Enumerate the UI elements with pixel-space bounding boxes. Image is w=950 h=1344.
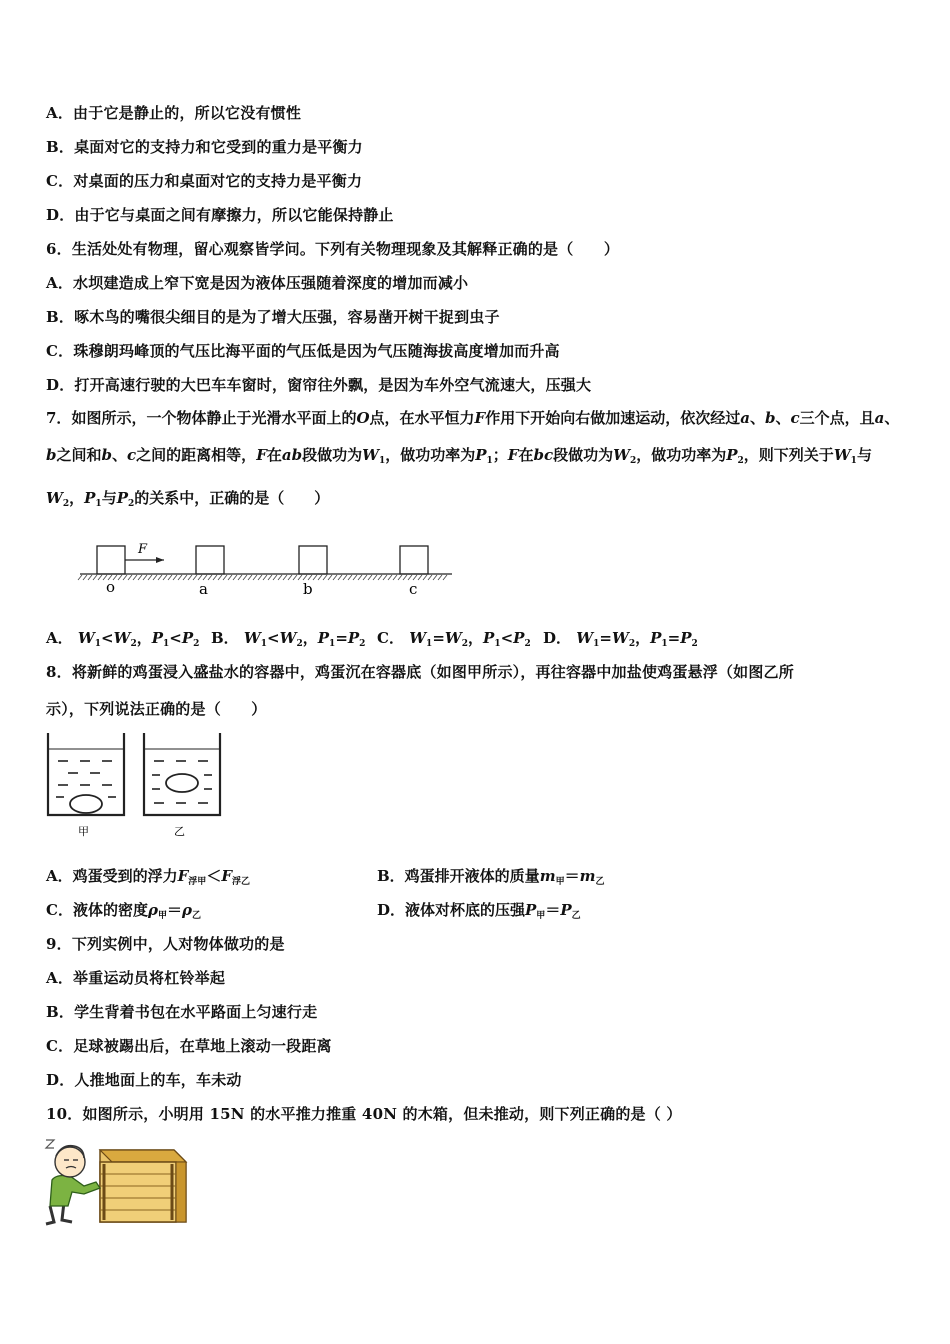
point-label-o: o (106, 578, 116, 596)
block-at-o (97, 546, 125, 574)
hatch-mark (428, 575, 432, 580)
label-yi: 乙 (174, 825, 185, 838)
q8-option-c: C．液体的密度$\rho_甲=\rho_乙$ (46, 901, 201, 921)
block-at-a (196, 546, 224, 574)
hatch-mark (313, 575, 317, 580)
hatch-mark (323, 575, 327, 580)
hatch-mark (238, 575, 242, 580)
q9-option-c: C．足球被踢出后，在草地上滚动一段距离 (46, 1037, 332, 1055)
hatch-mark (138, 575, 142, 580)
block-at-b (299, 546, 327, 574)
ground-hatching (78, 575, 447, 580)
hatch-mark (208, 575, 212, 580)
hatch-mark (228, 575, 232, 580)
hatch-mark (183, 575, 187, 580)
hatch-mark (153, 575, 157, 580)
force-label: F (138, 542, 148, 557)
hatch-mark (168, 575, 172, 580)
hatch-mark (403, 575, 407, 580)
q8-stem-line1: 8．将新鲜的鸡蛋浸入盛盐水的容器中，鸡蛋沉在容器底（如图甲所示），再往容器中加盐使鸡蛋悬浮（如图乙所 (46, 663, 794, 681)
hatch-mark (98, 575, 102, 580)
hatch-mark (178, 575, 182, 580)
point-label-c: c (409, 580, 418, 598)
q8-option-d: D．液体对杯底的压强$P_甲=P_乙$ (377, 901, 581, 921)
point-label-b: b (303, 580, 313, 598)
hatch-mark (318, 575, 322, 580)
hatch-mark (283, 575, 287, 580)
hatch-mark (78, 575, 82, 580)
hatch-mark (213, 575, 217, 580)
container-yi (144, 733, 220, 815)
q8-egg-containers-diagram (40, 727, 230, 843)
q7-motion-diagram (76, 538, 456, 602)
hatch-mark (418, 575, 422, 580)
hatch-mark (223, 575, 227, 580)
q5-option-a: A．由于它是静止的，所以它没有惯性 (46, 104, 302, 122)
hatch-mark (363, 575, 367, 580)
hatch-mark (88, 575, 92, 580)
label-jia: 甲 (78, 825, 89, 838)
container-jia (48, 733, 124, 815)
q9-option-b: B．学生背着书包在水平路面上匀速行走 (46, 1003, 318, 1021)
hatch-mark (393, 575, 397, 580)
q5-option-b: B．桌面对它的支持力和它受到的重力是平衡力 (46, 138, 363, 156)
hatch-mark (128, 575, 132, 580)
hatch-mark (333, 575, 337, 580)
hatch-mark (163, 575, 167, 580)
q6-option-b: B．啄木鸟的嘴很尖细目的是为了增大压强，容易凿开树干捉到虫子 (46, 308, 500, 326)
hatch-mark (158, 575, 162, 580)
hatch-mark (273, 575, 277, 580)
hatch-mark (443, 575, 447, 580)
q7-option-b: B． $W_1<W_2$，$P_1=P_2$ (211, 629, 366, 649)
q8-option-a: A．鸡蛋受到的浮力$F_{浮甲}<F_{浮乙}$ (46, 867, 250, 887)
q9-stem: 9．下列实例中，人对物体做功的是 (46, 935, 285, 953)
q8-option-b: B．鸡蛋排开液体的质量$m_甲=m_乙$ (377, 867, 605, 887)
hatch-mark (343, 575, 347, 580)
hatch-mark (148, 575, 152, 580)
hatch-mark (423, 575, 427, 580)
hatch-mark (398, 575, 402, 580)
q10-boy-pushing-box-illustration (44, 1136, 198, 1228)
hatch-mark (83, 575, 87, 580)
hatch-mark (288, 575, 292, 580)
boy-pushing (46, 1140, 100, 1224)
hatch-mark (368, 575, 372, 580)
hatch-mark (433, 575, 437, 580)
q7-option-c: C． $W_1=W_2$，$P_1<P_2$ (377, 629, 531, 649)
hatch-mark (298, 575, 302, 580)
hatch-mark (253, 575, 257, 580)
hatch-mark (218, 575, 222, 580)
hatch-mark (143, 575, 147, 580)
hatch-mark (383, 575, 387, 580)
hatch-mark (378, 575, 382, 580)
hatch-mark (93, 575, 97, 580)
hatch-mark (338, 575, 342, 580)
hatch-mark (173, 575, 177, 580)
point-label-a: a (199, 580, 208, 598)
hatch-mark (293, 575, 297, 580)
q5-option-c: C．对桌面的压力和桌面对它的支持力是平衡力 (46, 172, 363, 190)
hatch-mark (188, 575, 192, 580)
hatch-mark (248, 575, 252, 580)
egg-suspended (166, 774, 198, 792)
q10-stem: 10．如图所示，小明用 15N 的水平推力推重 40N 的木箱，但未推动，则下列正确的是（ ） (46, 1105, 682, 1123)
q9-option-d: D．人推地面上的车，车未动 (46, 1071, 242, 1089)
hatch-mark (328, 575, 332, 580)
q7-option-a: A． $W_1<W_2$，$P_1<P_2$ (46, 629, 200, 649)
hatch-mark (263, 575, 267, 580)
hatch-mark (243, 575, 247, 580)
q9-option-a: A．举重运动员将杠铃举起 (46, 969, 226, 987)
hatch-mark (278, 575, 282, 580)
q5-option-d: D．由于它与桌面之间有摩擦力，所以它能保持静止 (46, 206, 394, 224)
hatch-mark (118, 575, 122, 580)
q6-option-a: A．水坝建造成上窄下宽是因为液体压强随着深度的增加而减小 (46, 274, 469, 292)
hatch-mark (373, 575, 377, 580)
hatch-mark (268, 575, 272, 580)
hatch-mark (123, 575, 127, 580)
hatch-mark (388, 575, 392, 580)
hatch-mark (438, 575, 442, 580)
hatch-mark (258, 575, 262, 580)
hatch-mark (353, 575, 357, 580)
force-arrowhead (156, 557, 164, 563)
hatch-mark (133, 575, 137, 580)
q6-option-d: D．打开高速行驶的大巴车车窗时，窗帘往外飘，是因为车外空气流速大，压强大 (46, 376, 592, 394)
q7-stem: 7．如图所示，一个物体静止于光滑水平面上的O点，在水平恒力F作用下开始向右做加速运动，依次经过a、b、c三个点，且a、b之间和b、c之间的距离相等，F在ab段做功为$W_1$，做功功率为$P_1$；F在bc段做功为$W_2$，做功功率为$P_2$，则下列关于$W_1$与$W_2$，$P_1$与$P_2$的关系中，正确的是（ ） (46, 409, 900, 509)
hatch-mark (358, 575, 362, 580)
q6-stem: 6．生活处处有物理，留心观察皆学问。下列有关物理现象及其解释正确的是（ ） (46, 240, 620, 258)
q7-option-d: D． $W_1=W_2$，$P_1=P_2$ (543, 629, 698, 649)
hatch-mark (193, 575, 197, 580)
hatch-mark (348, 575, 352, 580)
egg-sunk (70, 795, 102, 813)
hatch-mark (233, 575, 237, 580)
q6-option-c: C．珠穆朗玛峰顶的气压比海平面的气压低是因为气压随海拔高度增加而升高 (46, 342, 560, 360)
wooden-crate (100, 1150, 186, 1222)
q8-stem-line2: 示），下列说法正确的是（ ） (46, 700, 267, 718)
block-at-c (400, 546, 428, 574)
